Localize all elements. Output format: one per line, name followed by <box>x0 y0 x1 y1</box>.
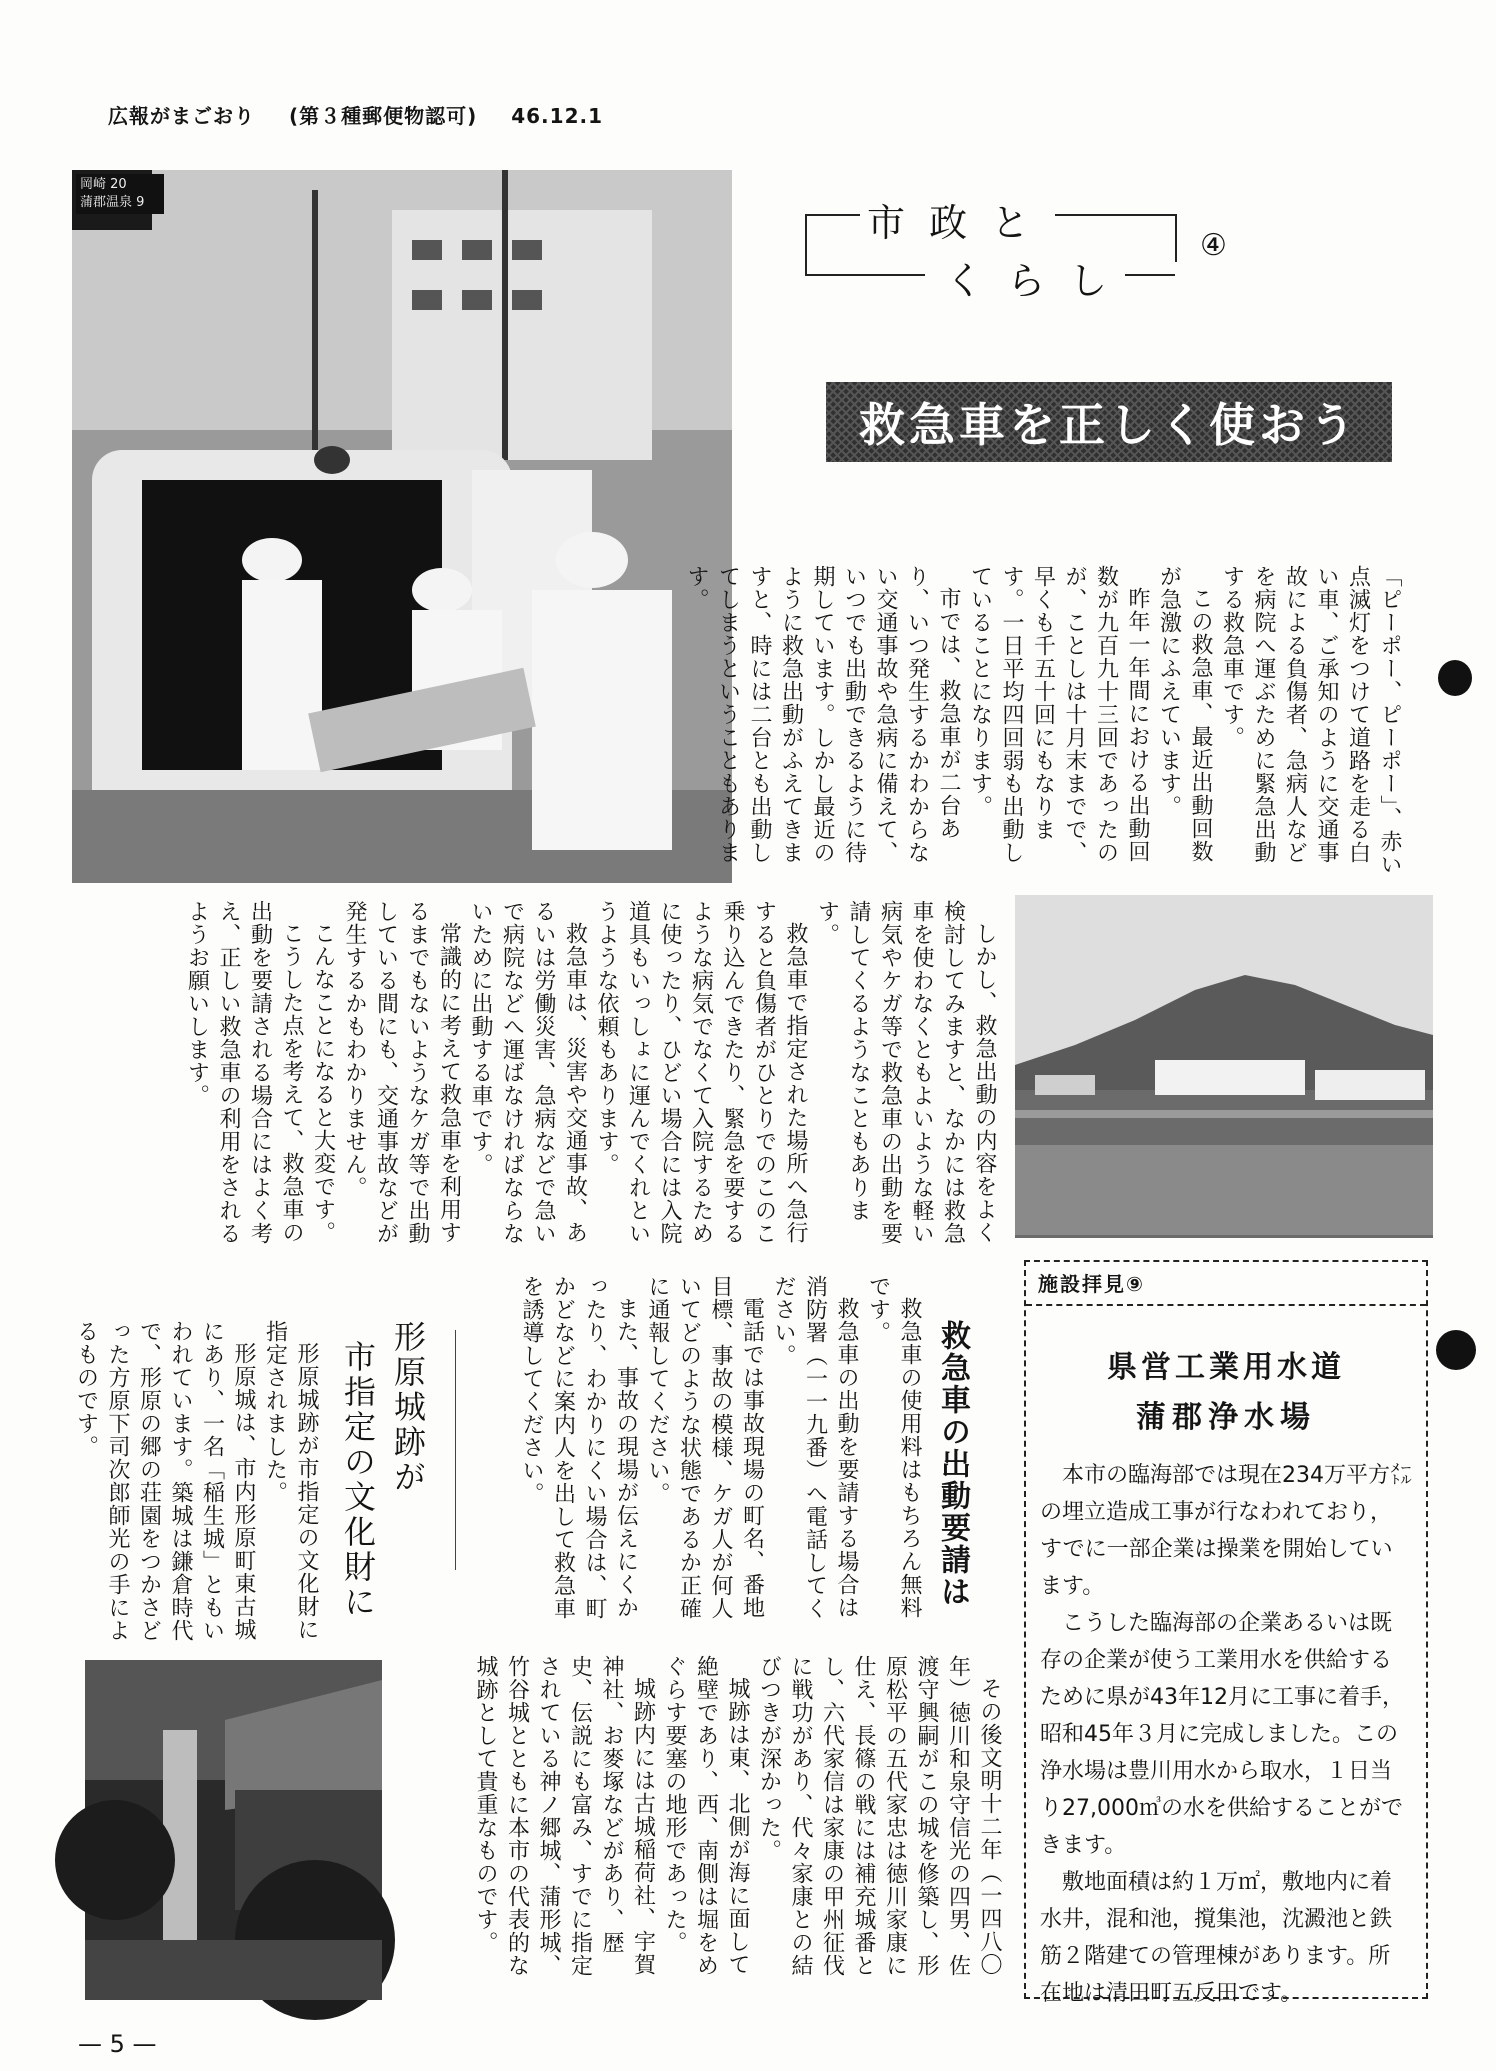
ink-mark <box>1436 1330 1476 1370</box>
road-sign-line-2: 蒲郡温泉 9 <box>80 195 145 210</box>
ambulance-photo <box>72 170 732 883</box>
castle-title-line-1: 形原城跡が <box>389 1320 427 1495</box>
facility-paragraph: こうした臨海部の企業あるいは既存の企業が使う工業用水を供給するために県が43年12月に工事に着手，昭和45年３月に完成しました。この浄水場は豊川用水から取水，１日当り27,000㎥の水を供給することができます。 <box>1040 1611 1404 1858</box>
road-sign <box>76 174 164 214</box>
ink-mark <box>1438 660 1472 696</box>
castle-body-part-1 <box>72 1320 322 1650</box>
sub-article-body <box>485 1275 925 1620</box>
facility-paragraph: 本市の臨海部では現在234万平方㍍の埋立造成工事が行なわれており，すでに一部企業は操業を開始しています。 <box>1040 1463 1412 1599</box>
article-title <box>826 382 1392 462</box>
ambulance-photo-art <box>72 170 732 883</box>
sub-heading: 救急車の出動要請は <box>935 1320 970 1608</box>
article-paragraph: しかし、救急出動の内容をよく検討してみますと、なかには救急車を使わなくともよいような軽い病気やケガ等で救急車の出動を要請してくるようなこともあります。 <box>814 900 997 1245</box>
facility-label: 施設拝見⑨ <box>1038 1272 1145 1296</box>
issue-date: 46.12.1 <box>511 104 603 128</box>
article-paragraph: 救急車は、災害や交通事故、あるいは労働災害、急病などで急いで病院などへ運ばなければならないために出動する車です。 <box>468 900 588 1245</box>
sub-paragraph: 電話では事故現場の町名、番地目標、事故の模様、ケガ人が何人いてどのような状態であるか正確に通報してください。 <box>645 1275 765 1620</box>
series-line-1: 市 政 と <box>867 201 1036 245</box>
article-title-text: 救急車を正しく使おう <box>859 398 1359 452</box>
article-paragraph: この救急車、最近出動回数が急激にふえています。 <box>1156 565 1213 863</box>
castle-title-line-2: 市指定の文化財に <box>339 1340 377 1620</box>
facility-body <box>1040 1457 1412 2012</box>
sub-paragraph: 救急車の使用料はもちろん無料です。 <box>865 1275 922 1619</box>
masthead <box>108 100 629 129</box>
article-paragraph: 「ピーポー、ピーポー」、赤い点滅灯をつけて道路を走る白い車、ご承知のように交通事故による負傷者、急病人などを病院へ運ぶために緊急出動する救急車です。 <box>1219 565 1402 876</box>
article-paragraph: こうした点を考えて、救急車の出動を要請される場合にはよく考え、正しい救急車の利用をされるようお願いします。 <box>184 900 304 1245</box>
postal-permit: (第３種郵便物認可) <box>288 104 478 128</box>
article-paragraph: 常識的に考えて救急車を利用するまでもないようなケガ等で出動している間にも、交通事故などが発生するかもわかりません。 <box>342 900 462 1245</box>
article-body-part-2 <box>72 900 1000 1252</box>
castle-ruins-photo <box>85 1660 382 2000</box>
castle-paragraph: 城跡は東、北側が海に面して絶壁であり、西、南側は堀をめぐらす要塞の地形であった。 <box>662 1655 750 1977</box>
castle-body-part-2 <box>395 1655 1005 1995</box>
castle-paragraph: その後文明十二年（一四八〇年）徳川和泉守信光の四男、佐渡守興嗣がこの城を修築し、形原松平の五代家忠は徳川家康に仕え、長篠の戦には補充城番とし、六代家信は家康の甲州征伐に戦功があり、代々家康との結びつきが深かった。 <box>756 1655 1002 1977</box>
article-paragraph: こんなことになると大変です。 <box>310 922 336 1244</box>
article-paragraph: 市では、救急車が二台あり、いつ発生するかわからない交通事故や急病に備えて、いつでも出動できるように待期しています。しかし最近のように救急出動がふえてきますと、時には二台とも出動してしまうということもあります。 <box>684 565 961 864</box>
facility-box <box>1024 1260 1428 2006</box>
article-body-part-1 <box>684 565 1405 883</box>
water-plant-photo <box>1015 895 1433 1238</box>
publication-name: 広報がまごおり <box>108 104 255 128</box>
facility-title-line-2: 蒲郡浄水場 <box>1136 1400 1316 1435</box>
facility-title-line-1: 県営工業用水道 <box>1107 1350 1345 1385</box>
road-sign-line-1: 岡崎 20 <box>80 177 127 192</box>
series-number: ④ <box>1200 228 1227 263</box>
sub-paragraph: 救急車の出動を要請する場合は消防署（一一九番）へ電話してください。 <box>771 1275 859 1620</box>
article-paragraph: 救急車で指定された場所へ急行すると負傷者がひとりでのこのこ乗り込んできたり、緊急を要するような病気でなくて入院するために使ったり、ひどい場合には入院道具もいっしょに運んでくれというような依頼もあります。 <box>594 900 808 1245</box>
series-heading <box>805 192 1185 302</box>
facility-paragraph: 敷地面積は約１万㎡，敷地内に着水井，混和池，撹集池，沈澱池と鉄筋２階建ての管理棟があります。所在地は清田町五反田です。 <box>1040 1870 1393 2006</box>
castle-paragraph: 城跡内には古城稲荷社、宇賀神社、お麥塚などがあり、歴史、伝説にも富み、すでに指定されている神ノ郷城、蒲形城、竹谷城とともに本市の代表的な城跡として貴重なものです。 <box>473 1655 656 1977</box>
castle-paragraph: 形原城は、市内形原町東古城にあり、一名「稲生城」ともいわれています。築城は鎌倉時代で、形原の郷の荘園をつかさどった方原下司次郎師光の手によるものです。 <box>73 1320 256 1642</box>
page-number: — 5 — <box>78 2030 157 2058</box>
sub-paragraph: また、事故の現場が伝えにくかったり、わかりにくい場合は、町かどなどに案内人を出して救急車を誘導してください。 <box>519 1275 639 1620</box>
castle-paragraph: 形原城跡が市指定の文化財に指定されました。 <box>262 1320 319 1641</box>
series-line-2: く ら し <box>945 259 1114 303</box>
article-paragraph: 昨年一年間における出動回数が九百九十三回であったのが、ことしは十月末までで、早くも千五十回にもなります。一日平均四回弱も出動していることになります。 <box>967 565 1150 864</box>
castle-ruins-photo-art <box>85 1660 382 2000</box>
water-plant-photo-art <box>1015 895 1433 1238</box>
column-divider <box>455 1330 456 1570</box>
